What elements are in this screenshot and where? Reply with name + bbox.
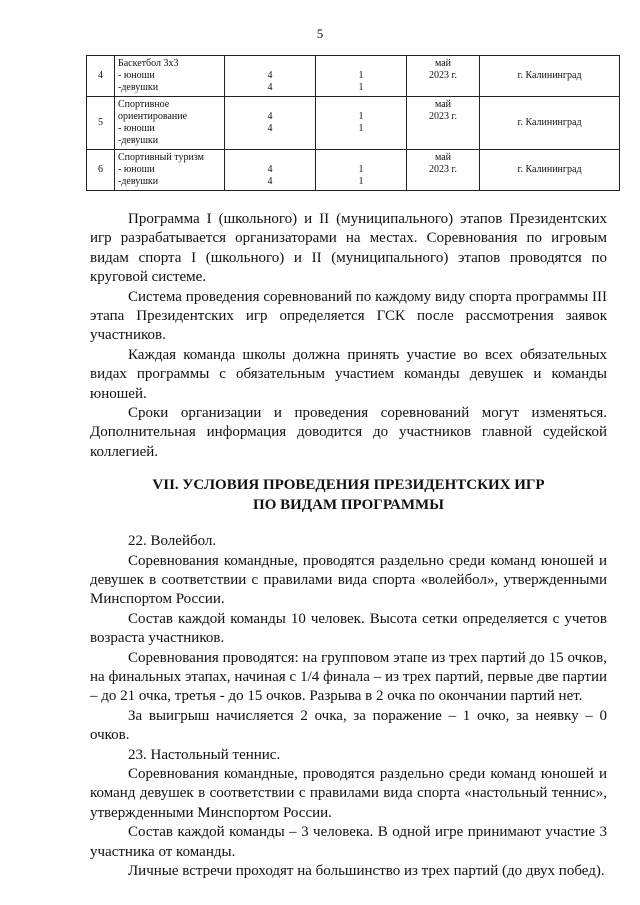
teams-count-cell bbox=[225, 97, 316, 150]
paragraph: Сроки организации и проведения соревнований могут изменяться. Дополнительная информация доводится до участников главной судейской коллегией. bbox=[90, 405, 607, 460]
cell-line: 2023 г. bbox=[429, 111, 457, 122]
paragraph: Соревнования проводятся: на групповом этапе из трех партий до 15 очков, на финальных этапах, начиная с 1/4 финала – из трех партий, первые две партии – до 21 очка, третья - до 15 очков. Разрыва в 2 очка по окончании партий нет. bbox=[90, 649, 607, 705]
cell-line: -девушки bbox=[118, 135, 159, 146]
city-cell: г. Калининград bbox=[480, 97, 620, 150]
cell-line: 4 bbox=[267, 123, 273, 134]
paragraph: Соревнования командные, проводятся раздельно среди команд юношей и команд девушек в соответствии с правилами вида спорта «настольный теннис», утвержденными Минспортом России. bbox=[90, 765, 607, 821]
teams-count-cell bbox=[225, 150, 316, 191]
cell-line: 4 bbox=[267, 111, 273, 122]
cell-line: май bbox=[434, 152, 452, 163]
cell-line: 1 bbox=[358, 164, 364, 175]
cell-line: 2023 г. bbox=[429, 70, 457, 81]
date-cell bbox=[407, 97, 480, 150]
subsection-title: 23. Настольный теннис. bbox=[128, 746, 281, 763]
paragraph: Состав каждой команды 10 человек. Высота сетки определяется с учетов возраста участников. bbox=[90, 610, 607, 647]
cell-line: ориентирование bbox=[118, 111, 188, 122]
stage-cell bbox=[316, 56, 407, 97]
row-number-cell: 4 bbox=[87, 56, 115, 97]
cell-line: -девушки bbox=[118, 176, 159, 187]
row-number-cell: 5 bbox=[87, 97, 115, 150]
paragraph: Соревнования командные, проводятся раздельно среди команд юношей и девушек в соответствии с правилами вида спорта «волейбол», утвержденными Минспортом России. bbox=[90, 552, 607, 608]
cell-line: 4 bbox=[267, 176, 273, 187]
paragraph: Каждая команда школы должна принять участие во всех обязательных видах программы с обязательным участием команды девушек и команды юношей. bbox=[90, 346, 607, 402]
sport-cell bbox=[115, 150, 225, 191]
cell-line: май bbox=[434, 58, 452, 69]
row-number-cell: 6 bbox=[87, 150, 115, 191]
city-cell: г. Калининград bbox=[480, 150, 620, 191]
paragraph: За выигрыш начисляется 2 очка, за поражение – 1 очко, за неявку – 0 очков. bbox=[90, 707, 607, 744]
cell-line: 4 bbox=[267, 164, 273, 175]
cell-line: 1 bbox=[358, 111, 364, 122]
paragraph: Состав каждой команды – 3 человека. В одной игре принимают участие 3 участника от команды. bbox=[90, 824, 607, 860]
cell-line: Спортивный туризм bbox=[118, 152, 204, 163]
cell-line: май bbox=[434, 99, 452, 110]
page-number: 5 bbox=[316, 26, 324, 41]
cell-line: - юноши bbox=[118, 70, 155, 81]
stage-cell bbox=[316, 150, 407, 191]
cell-line: 1 bbox=[358, 70, 364, 81]
stage-cell bbox=[316, 97, 407, 150]
date-cell bbox=[407, 56, 480, 97]
sport-cell bbox=[115, 97, 225, 150]
paragraph: Личные встречи проходят на большинство из трех партий (до двух побед). bbox=[128, 863, 605, 879]
paragraph: Система проведения соревнований по каждому виду спорта программы III этапа Президентских игр определяется ГСК после рассмотрения заявок участников. bbox=[90, 288, 607, 344]
cell-line: 4 bbox=[267, 82, 273, 93]
cell-line: - юноши bbox=[118, 123, 155, 134]
competition-schedule-table bbox=[86, 55, 620, 191]
document-body bbox=[90, 210, 607, 881]
section-heading bbox=[90, 476, 607, 515]
cell-line: 1 bbox=[358, 123, 364, 134]
cell-line: Спортивное bbox=[118, 99, 170, 110]
cell-line: 4 bbox=[267, 70, 273, 81]
paragraph: Программа I (школьного) и II (муниципального) этапов Президентских игр разрабатывается организаторами на местах. Соревнования по игровым видам спорта I (школьного) и II (муниципального) этапов проводятся по круговой системе. bbox=[90, 211, 607, 286]
teams-count-cell bbox=[225, 56, 316, 97]
cell-line: 1 bbox=[358, 82, 364, 93]
sport-cell bbox=[115, 56, 225, 97]
cell-line: 2023 г. bbox=[429, 164, 457, 175]
section-heading-line: VII. УСЛОВИЯ ПРОВЕДЕНИЯ ПРЕЗИДЕНТСКИХ ИГР bbox=[152, 477, 545, 494]
cell-line: 1 bbox=[358, 176, 364, 187]
city-cell: г. Калининград bbox=[480, 56, 620, 97]
table-row bbox=[87, 150, 620, 191]
subsection-title: 22. Волейбол. bbox=[128, 533, 217, 550]
date-cell bbox=[407, 150, 480, 191]
cell-line: - юноши bbox=[118, 164, 155, 175]
cell-line: Баскетбол 3х3 bbox=[118, 58, 179, 69]
table-row bbox=[87, 56, 620, 97]
table-row bbox=[87, 97, 620, 150]
section-heading-line: ПО ВИДАМ ПРОГРАММЫ bbox=[253, 496, 444, 513]
cell-line: -девушки bbox=[118, 82, 159, 93]
